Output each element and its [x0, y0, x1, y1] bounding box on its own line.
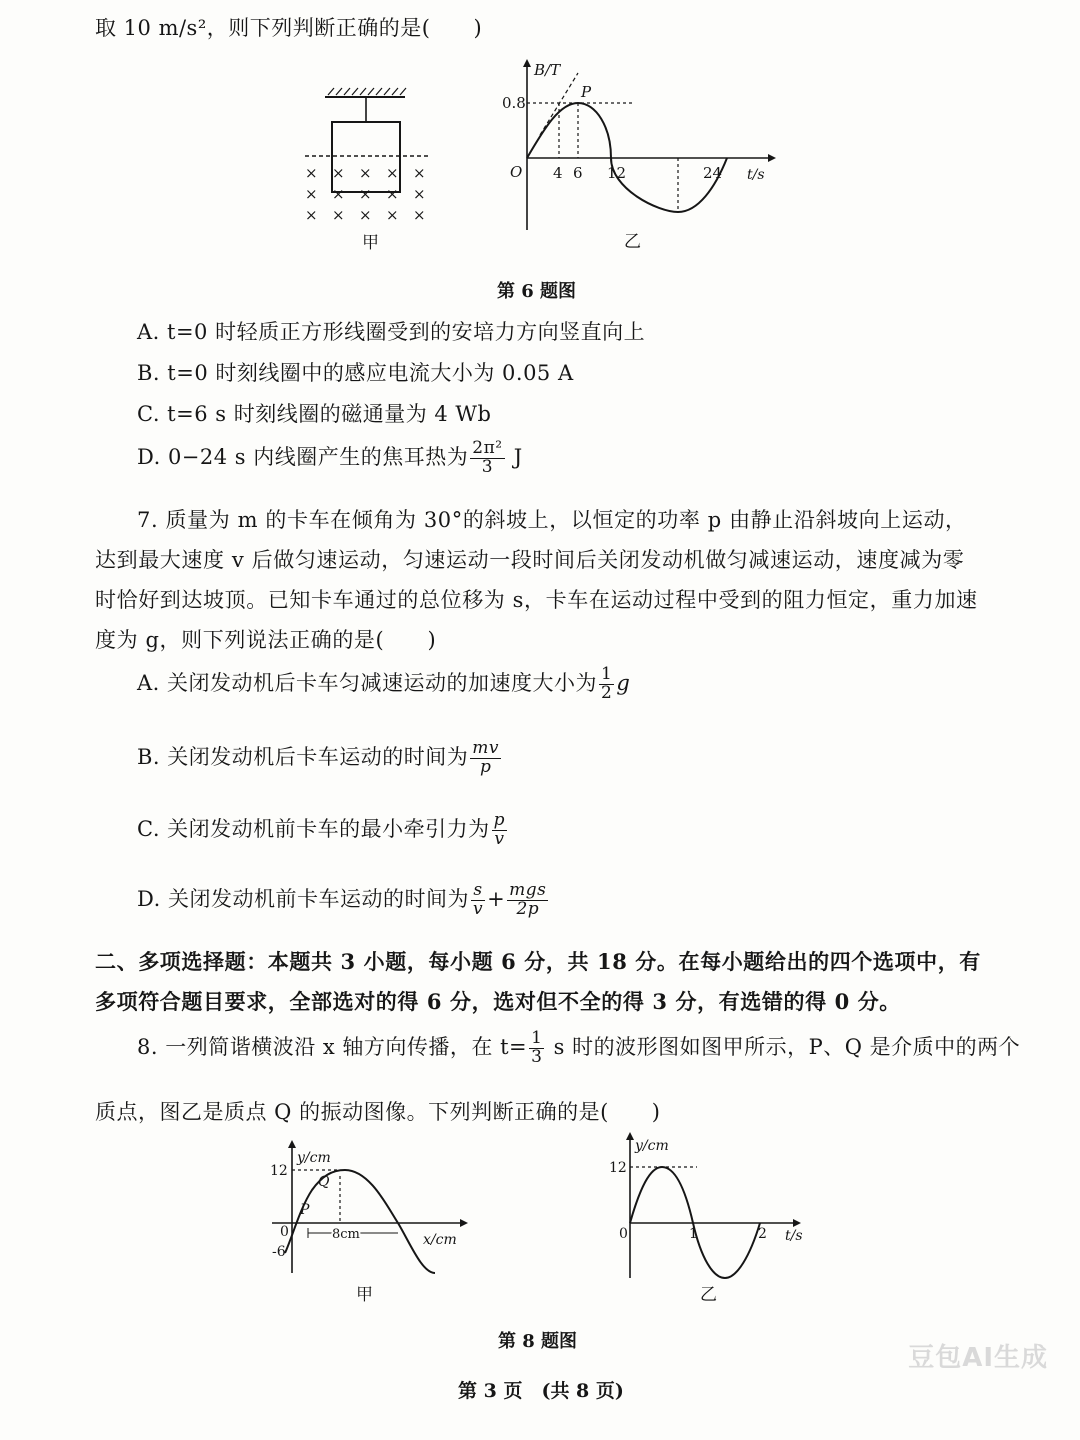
- q6-point-p: P: [581, 83, 592, 101]
- svg-text:×: ×: [386, 185, 399, 203]
- svg-text:×: ×: [332, 185, 345, 203]
- q6-option-a: A. t=0 时轻质正方形线圈受到的安培力方向竖直向上: [137, 320, 646, 344]
- q6-option-d-fraction: $\frac{\text{2π²}}{3}$: [472, 438, 503, 477]
- q8-right-fig-label: 乙: [700, 1285, 717, 1305]
- q8-stem-line2: 质点，图乙是质点 Q 的振动图像。下列判断正确的是( ): [95, 1100, 661, 1124]
- q8-left-origin: 0: [280, 1224, 289, 1240]
- q6-x-axis-label: t/s: [747, 167, 765, 183]
- q6-figure-coil: [290, 85, 450, 260]
- q7-option-d: D. 关闭发动机前卡车运动的时间为 $\frac{s}{v}$ + $\frac{\text{mgs}}{2p}$: [137, 880, 547, 919]
- page-footer: 第 3 页 (共 8 页): [458, 1380, 624, 1402]
- q8-figure-vibration: [605, 1128, 815, 1313]
- q6-x-tick-12: 12: [607, 164, 627, 182]
- q8-left-x-label: x/cm: [423, 1232, 457, 1248]
- svg-text:×: ×: [305, 185, 318, 203]
- svg-text:×: ×: [305, 164, 318, 182]
- q8-right-x-label: t/s: [785, 1228, 803, 1244]
- svg-text:×: ×: [359, 185, 372, 203]
- q8-left-y-label: y/cm: [297, 1150, 331, 1166]
- q8-left-span-label: 8cm: [332, 1227, 360, 1242]
- section2-header: 二、多项选择题：本题共 3 小题，每小题 6 分，共 18 分。在每小题给出的四个选项中，有多项符合题目要求，全部选对的得 6 分，选对但不全的得 3 分，有选错的得 0 分。: [95, 949, 981, 1014]
- q8-right-x-tick-2: 2: [758, 1226, 767, 1242]
- q6-option-c: C. t=6 s 时刻线圈的磁通量为 4 Wb: [137, 402, 492, 426]
- q8-caption: 第 8 题图: [498, 1331, 578, 1352]
- q8-left-y-bottom: -6: [272, 1244, 286, 1260]
- q6-origin: O: [510, 163, 523, 181]
- svg-text:×: ×: [413, 185, 426, 203]
- q8-right-y-label: y/cm: [635, 1138, 669, 1154]
- q8-left-point-p: P: [300, 1202, 310, 1218]
- watermark: 豆包AI生成: [908, 1343, 1048, 1373]
- q8-figure-waveform: [260, 1138, 480, 1313]
- q8-left-y-top: 12: [270, 1163, 288, 1179]
- q6-fig-right-label: 乙: [624, 232, 641, 252]
- svg-text:×: ×: [332, 206, 345, 224]
- q6-fig-left-label: 甲: [362, 233, 379, 253]
- svg-text:×: ×: [386, 164, 399, 182]
- q7-stem: 7. 质量为 m 的卡车在倾角为 30°的斜坡上，以恒定的功率 p 由静止沿斜坡向上运动，达到最大速度 v 后做匀速运动，匀速运动一段时间后关闭发动机做匀减速运动，速度减为零时恰好到达坡顶。已知卡车通过的总位移为 s，卡车在运动过程中受到的阻力恒定，重力加速度为 g，则下列说法正确的是( ): [95, 508, 978, 652]
- q8-left-fig-label: 甲: [356, 1285, 373, 1305]
- magnetic-field-crosses: [305, 164, 426, 224]
- svg-text:×: ×: [359, 206, 372, 224]
- q8-left-point-q: Q: [318, 1174, 330, 1190]
- q8-right-origin: 0: [619, 1226, 628, 1242]
- q8-wave-curve: [285, 1170, 435, 1273]
- q6-x-tick-6: 6: [573, 164, 583, 182]
- svg-text:×: ×: [359, 164, 372, 182]
- q8-right-y-top: 12: [609, 1160, 627, 1176]
- q6-y-axis-label: B/T: [534, 61, 561, 79]
- q8-right-x-tick-1: 1: [689, 1226, 698, 1242]
- q6-option-d-text: D. 0−24 s 内线圈产生的焦耳热为: [137, 444, 469, 469]
- q6-option-b: B. t=0 时刻线圈中的感应电流大小为 0.05 A: [137, 361, 574, 385]
- svg-text:×: ×: [413, 164, 426, 182]
- top-line: 取 10 m/s²，则下列判断正确的是( ): [95, 16, 483, 40]
- svg-text:×: ×: [305, 206, 318, 224]
- svg-text:×: ×: [332, 164, 345, 182]
- q8-stem-line1: 8. 一列简谐横波沿 x 轴方向传播，在 t= $\frac{1}{3}$ s 时的波形图如图甲所示，P、Q 是介质中的两个: [137, 1028, 1021, 1067]
- q7-option-a: A. 关闭发动机后卡车匀减速运动的加速度大小为 $\frac{1}{2}$ g: [137, 664, 631, 703]
- svg-text:×: ×: [386, 206, 399, 224]
- q6-figure-bt-graph: [500, 55, 780, 255]
- q6-y-tick: 0.8: [502, 94, 526, 112]
- q7-option-c: C. 关闭发动机前卡车的最小牵引力为 $\frac{p}{v}$: [137, 810, 506, 849]
- q6-option-d: D. 0−24 s 内线圈产生的焦耳热为 $\frac{\text{2π²}}{3}$ J: [137, 438, 523, 477]
- svg-text:×: ×: [413, 206, 426, 224]
- q7-option-b: B. 关闭发动机后卡车运动的时间为 $\frac{mv}{p}$: [137, 738, 500, 777]
- q6-caption: 第 6 题图: [497, 281, 577, 302]
- q6-x-tick-4: 4: [553, 164, 563, 182]
- q6-x-tick-24: 24: [703, 164, 723, 182]
